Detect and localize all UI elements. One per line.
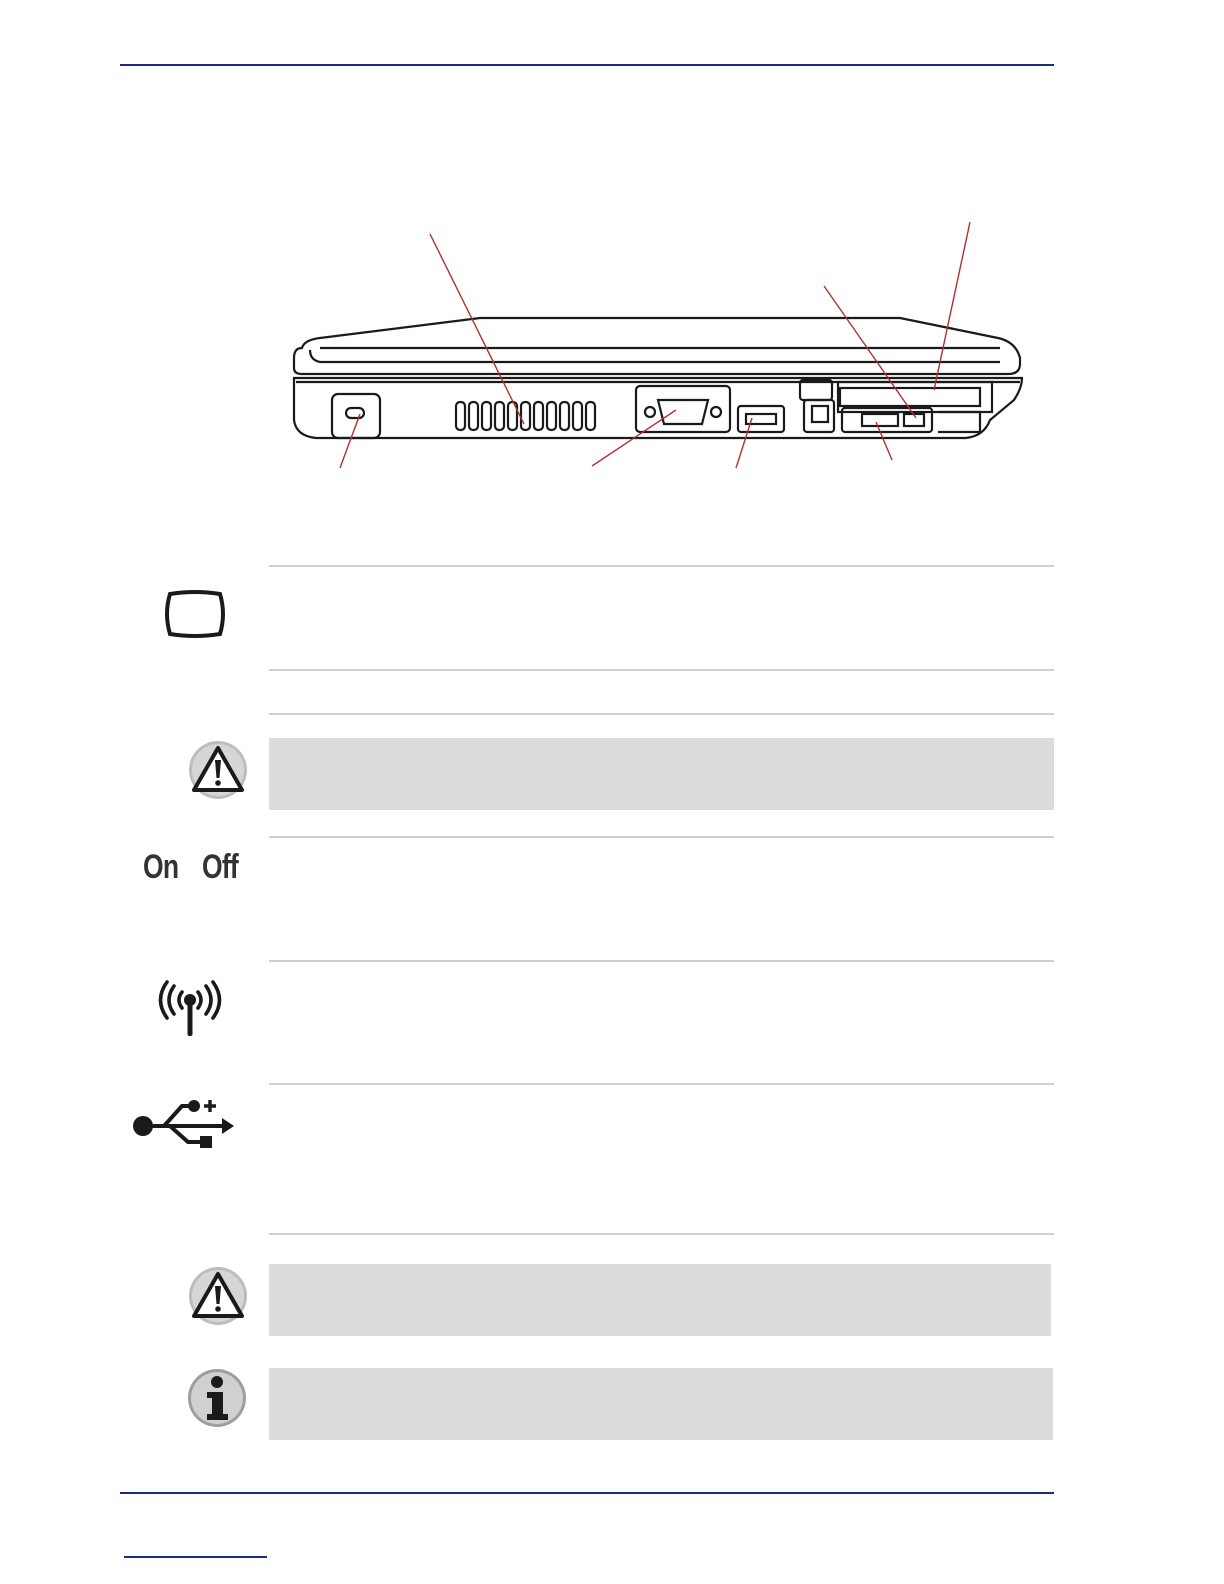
row-rule <box>269 669 1054 671</box>
on-label: On <box>143 848 179 886</box>
warning-triangle-icon <box>188 1266 248 1326</box>
security-lock-slot <box>332 394 380 438</box>
row-rule <box>269 960 1054 962</box>
info-icon <box>187 1368 247 1428</box>
footer-rule <box>120 1492 1054 1494</box>
info-note-box <box>269 1368 1053 1440</box>
laptop-lid <box>294 318 1020 374</box>
header-rule <box>120 64 1054 66</box>
external-monitor-icon <box>162 590 228 640</box>
footer-link-underline[interactable] <box>124 1556 267 1558</box>
row-rule <box>269 713 1054 715</box>
row-rule <box>269 1233 1054 1235</box>
laptop-side-illustration <box>280 210 1040 480</box>
off-label: Off <box>202 848 238 886</box>
row-rule <box>269 836 1054 838</box>
warning-triangle-icon <box>188 740 248 800</box>
row-rule <box>269 565 1054 567</box>
usb-icon <box>130 1096 236 1152</box>
wireless-antenna-icon <box>160 980 220 1040</box>
cooling-vents <box>456 402 595 430</box>
row-rule <box>269 1083 1054 1085</box>
warning-note-box <box>269 1264 1051 1336</box>
warning-note-box <box>269 738 1054 810</box>
